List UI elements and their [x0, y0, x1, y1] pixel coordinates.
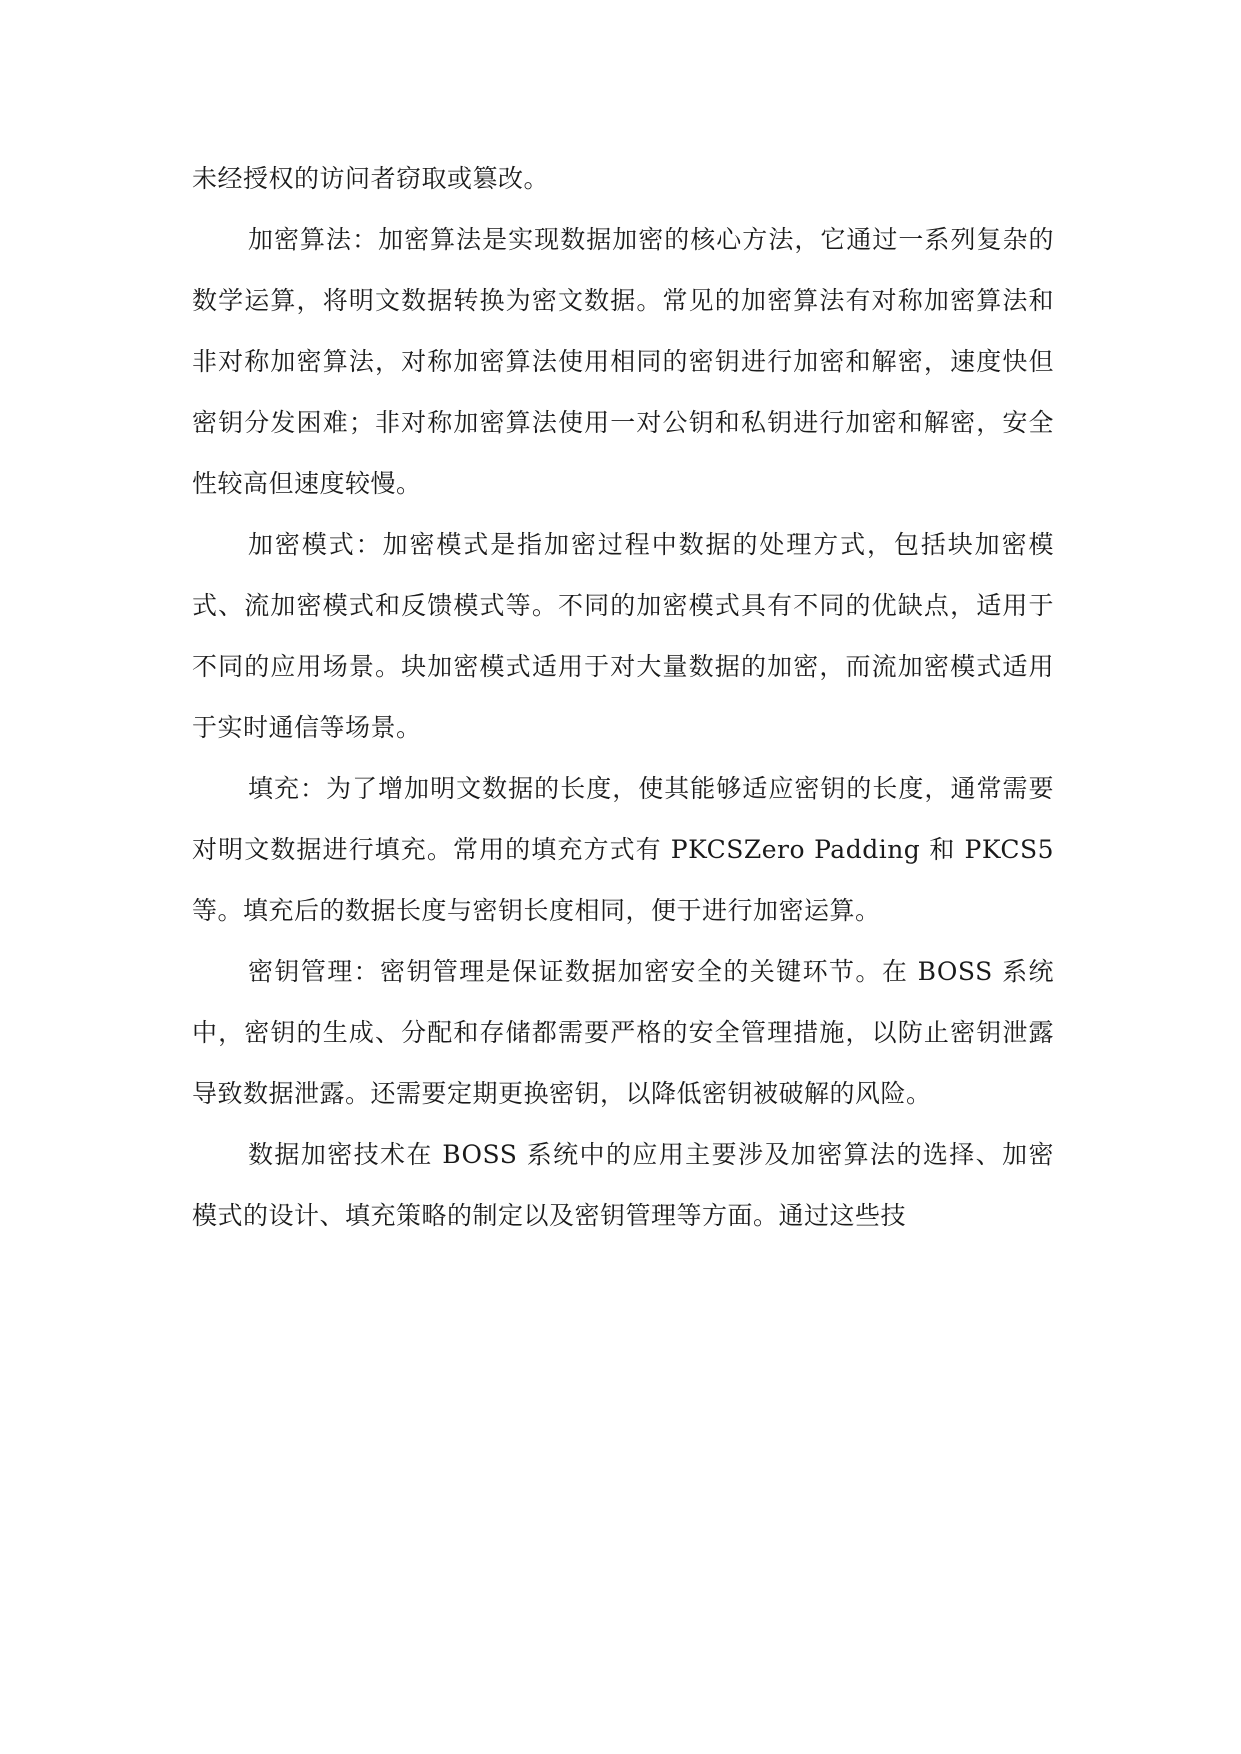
document-body — [192, 148, 1054, 1246]
paragraph-padding: 填充：为了增加明文数据的长度，使其能够适应密钥的长度，通常需要对明文数据进行填充。常用的填充方式有 PKCSZero Padding 和 PKCS5 等。填充后的数据长度与密钥长度相同，便于进行加密运算。 — [192, 774, 1054, 925]
paragraph-key-management: 密钥管理：密钥管理是保证数据加密安全的关键环节。在 BOSS 系统中，密钥的生成、分配和存储都需要严格的安全管理措施，以防止密钥泄露导致数据泄露。还需要定期更换密钥，以降低密钥被破解的风险。 — [192, 957, 1054, 1108]
paragraph-encryption-mode: 加密模式：加密模式是指加密过程中数据的处理方式，包括块加密模式、流加密模式和反馈模式等。不同的加密模式具有不同的优缺点，适用于不同的应用场景。块加密模式适用于对大量数据的加密，而流加密模式适用于实时通信等场景。 — [192, 530, 1054, 742]
paragraph-encryption-algorithm: 加密算法：加密算法是实现数据加密的核心方法，它通过一系列复杂的数学运算，将明文数据转换为密文数据。常见的加密算法有对称加密算法和非对称加密算法，对称加密算法使用相同的密钥进行加密和解密，速度快但密钥分发困难；非对称加密算法使用一对公钥和私钥进行加密和解密，安全性较高但速度较慢。 — [192, 225, 1054, 498]
paragraph-continuation: 未经授权的访问者窃取或篡改。 — [192, 164, 550, 193]
paragraph-summary: 数据加密技术在 BOSS 系统中的应用主要涉及加密算法的选择、加密模式的设计、填充策略的制定以及密钥管理等方面。通过这些技 — [192, 1140, 1054, 1230]
